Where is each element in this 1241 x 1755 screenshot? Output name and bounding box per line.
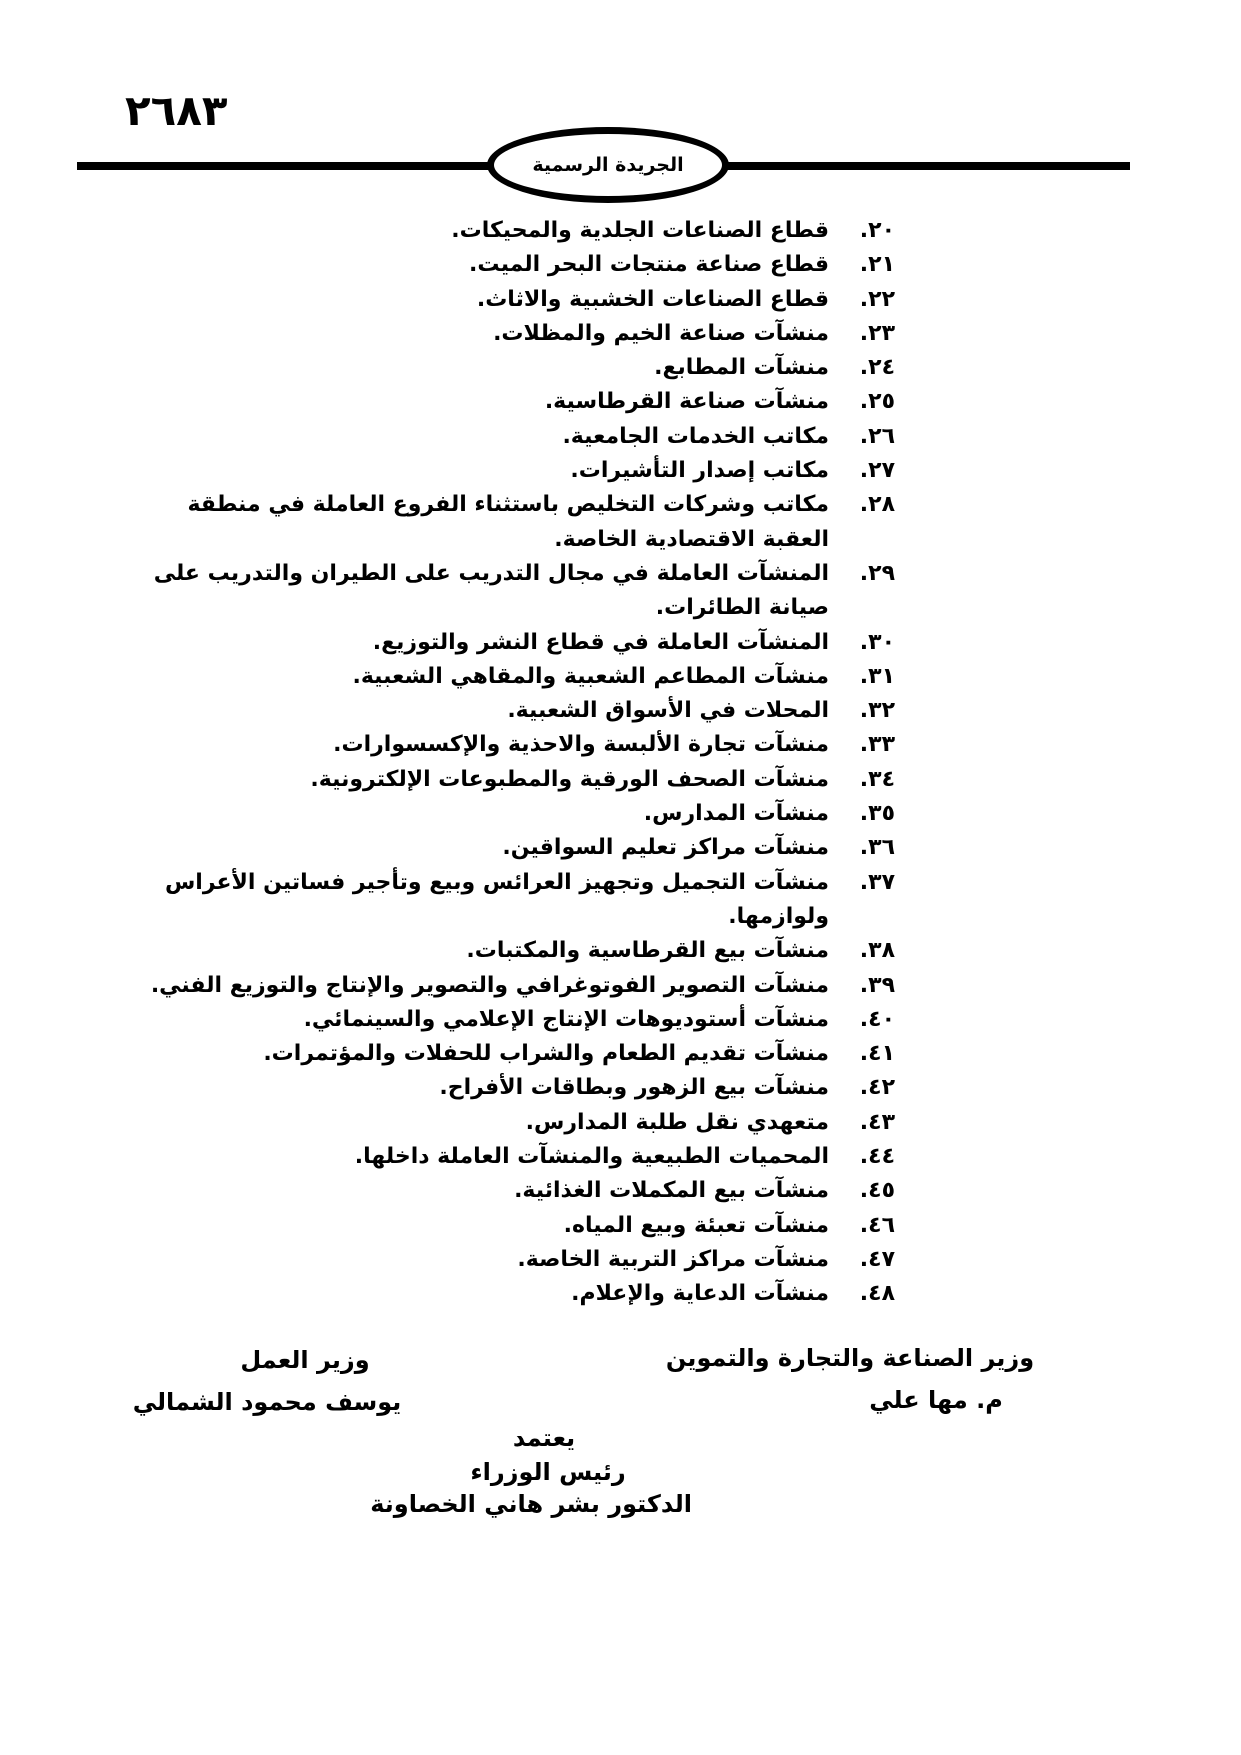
item-text: منشآت أستوديوهات الإنتاج الإعلامي والسينمائي. [303,1006,829,1032]
list-item [125,351,895,385]
item-text: المحميات الطبيعية والمنشآت العاملة داخلها. [354,1144,829,1170]
list-item [125,660,895,694]
list-item [125,420,895,454]
item-text: مكاتب وشركات التخليص باستثناء الفروع العاملة في منطقة العقبة الاقتصادية الخاصة. [187,492,829,552]
item-number: ٢٩. [859,560,895,586]
list-item [125,934,895,968]
prime-minister-title: رئيس الوزراء [470,1458,626,1486]
page-number: ٢٦٨٣ [125,86,228,135]
item-number: ٤٠. [859,1006,895,1032]
item-text: منشآت التجميل وتجهيز العرائس وبيع وتأجير فساتين الأعراس ولوازمها. [164,869,829,929]
item-number: ٣٧. [859,869,895,895]
item-number: ٤١. [859,1041,895,1067]
item-number: ٢٢. [859,286,895,312]
item-text: منشآت تجارة الألبسة والاحذية والإكسسوارات. [333,732,829,758]
list-item [125,1140,895,1174]
item-number: ٤٦. [859,1212,895,1238]
item-text: قطاع الصناعات الخشبية والاثاث. [476,286,829,312]
item-text: المحلات في الأسواق الشعبية. [507,698,829,724]
item-number: ٣٤. [859,766,895,792]
item-text: منشآت مراكز التربية الخاصة. [517,1246,829,1272]
gazette-oval [487,127,729,203]
list-item [125,1243,895,1277]
list-item [125,454,895,488]
item-number: ٣٥. [859,801,895,827]
item-text: منشآت تقديم الطعام والشراب للحفلات والمؤتمرات. [263,1041,829,1067]
item-text: منشآت المدارس. [643,801,829,827]
labor-minister-name: يوسف محمود الشمالي [132,1388,402,1416]
item-text: منشآت بيع المكملات الغذائية. [514,1178,829,1204]
sector-list [125,214,895,1312]
list-item [125,1277,895,1311]
item-number: ٤٥. [859,1178,895,1204]
item-number: ٤٧. [859,1246,895,1272]
item-text: مكاتب إصدار التأشيرات. [570,458,829,484]
item-text: مكاتب الخدمات الجامعية. [562,423,829,449]
item-number: ٣٩. [859,972,895,998]
list-item [125,763,895,797]
list-item [125,728,895,762]
item-number: ٤٢. [859,1075,895,1101]
prime-minister-name: الدكتور بشر هاني الخصاونة [370,1490,692,1518]
item-text: منشآت الدعاية والإعلام. [571,1281,829,1307]
item-text: منشآت صناعة القرطاسية. [544,389,829,415]
item-text: قطاع الصناعات الجلدية والمحيكات. [451,218,829,243]
item-number: ٣٢. [859,698,895,724]
item-number: ٣٦. [859,835,895,861]
list-item [125,557,895,626]
list-item [125,317,895,351]
list-item [125,1003,895,1037]
list-item [125,831,895,865]
item-text: منشآت التصوير الفوتوغرافي والتصوير والإنتاج والتوزيع الفني. [150,972,829,998]
list-item [125,1037,895,1071]
item-number: ٣٣. [859,732,895,758]
list-item [125,385,895,419]
item-text: منشآت بيع القرطاسية والمكتبات. [466,938,829,964]
list-item [125,1071,895,1105]
list-item [125,866,895,935]
item-text: قطاع صناعة منتجات البحر الميت. [469,252,829,278]
item-text: منشآت الصحف الورقية والمطبوعات الإلكترونية. [310,766,829,792]
labor-minister-title: وزير العمل [240,1346,370,1374]
item-number: ٢٨. [859,492,895,518]
industry-minister-title: وزير الصناعة والتجارة والتموين [665,1344,1035,1372]
list-item [125,1106,895,1140]
item-number: ٣٠. [859,629,895,655]
list-item [125,214,895,248]
item-text: المنشآت العاملة في قطاع النشر والتوزيع. [372,629,829,655]
item-text: منشآت المطاعم الشعبية والمقاهي الشعبية. [352,663,829,689]
gazette-title: الجريدة الرسمية [532,154,684,176]
item-text: منشآت تعبئة وبيع المياه. [563,1212,829,1238]
item-number: ٢٠. [859,218,895,243]
item-text: منشآت المطابع. [654,355,829,381]
item-number: ٢٤. [859,355,895,381]
item-number: ٤٨. [859,1281,895,1307]
approval-word: يعتمد [512,1424,576,1452]
list-item [125,969,895,1003]
item-number: ٤٤. [859,1144,895,1170]
item-number: ٢٧. [859,458,895,484]
item-number: ٣٨. [859,938,895,964]
industry-minister-name: م. مها علي [869,1386,1003,1414]
list-item [125,488,895,557]
item-text: المنشآت العاملة في مجال التدريب على الطيران والتدريب على صيانة الطائرات. [153,560,829,621]
list-item [125,248,895,282]
list-item [125,1209,895,1243]
item-number: ٢٥. [859,389,895,415]
item-number: ٢٦. [859,423,895,449]
list-item [125,626,895,660]
item-text: منشآت مراكز تعليم السواقين. [502,835,829,861]
item-number: ٢٣. [859,320,895,346]
list-item [125,1174,895,1208]
item-number: ٢١. [859,252,895,278]
item-text: منشآت بيع الزهور وبطاقات الأفراح. [439,1075,829,1101]
item-text: منشآت صناعة الخيم والمظلات. [493,320,829,346]
list-item [125,694,895,728]
list-item [125,797,895,831]
item-text: متعهدي نقل طلبة المدارس. [525,1109,829,1135]
item-number: ٤٣. [859,1109,895,1135]
list-item [125,283,895,317]
item-number: ٣١. [859,663,895,689]
